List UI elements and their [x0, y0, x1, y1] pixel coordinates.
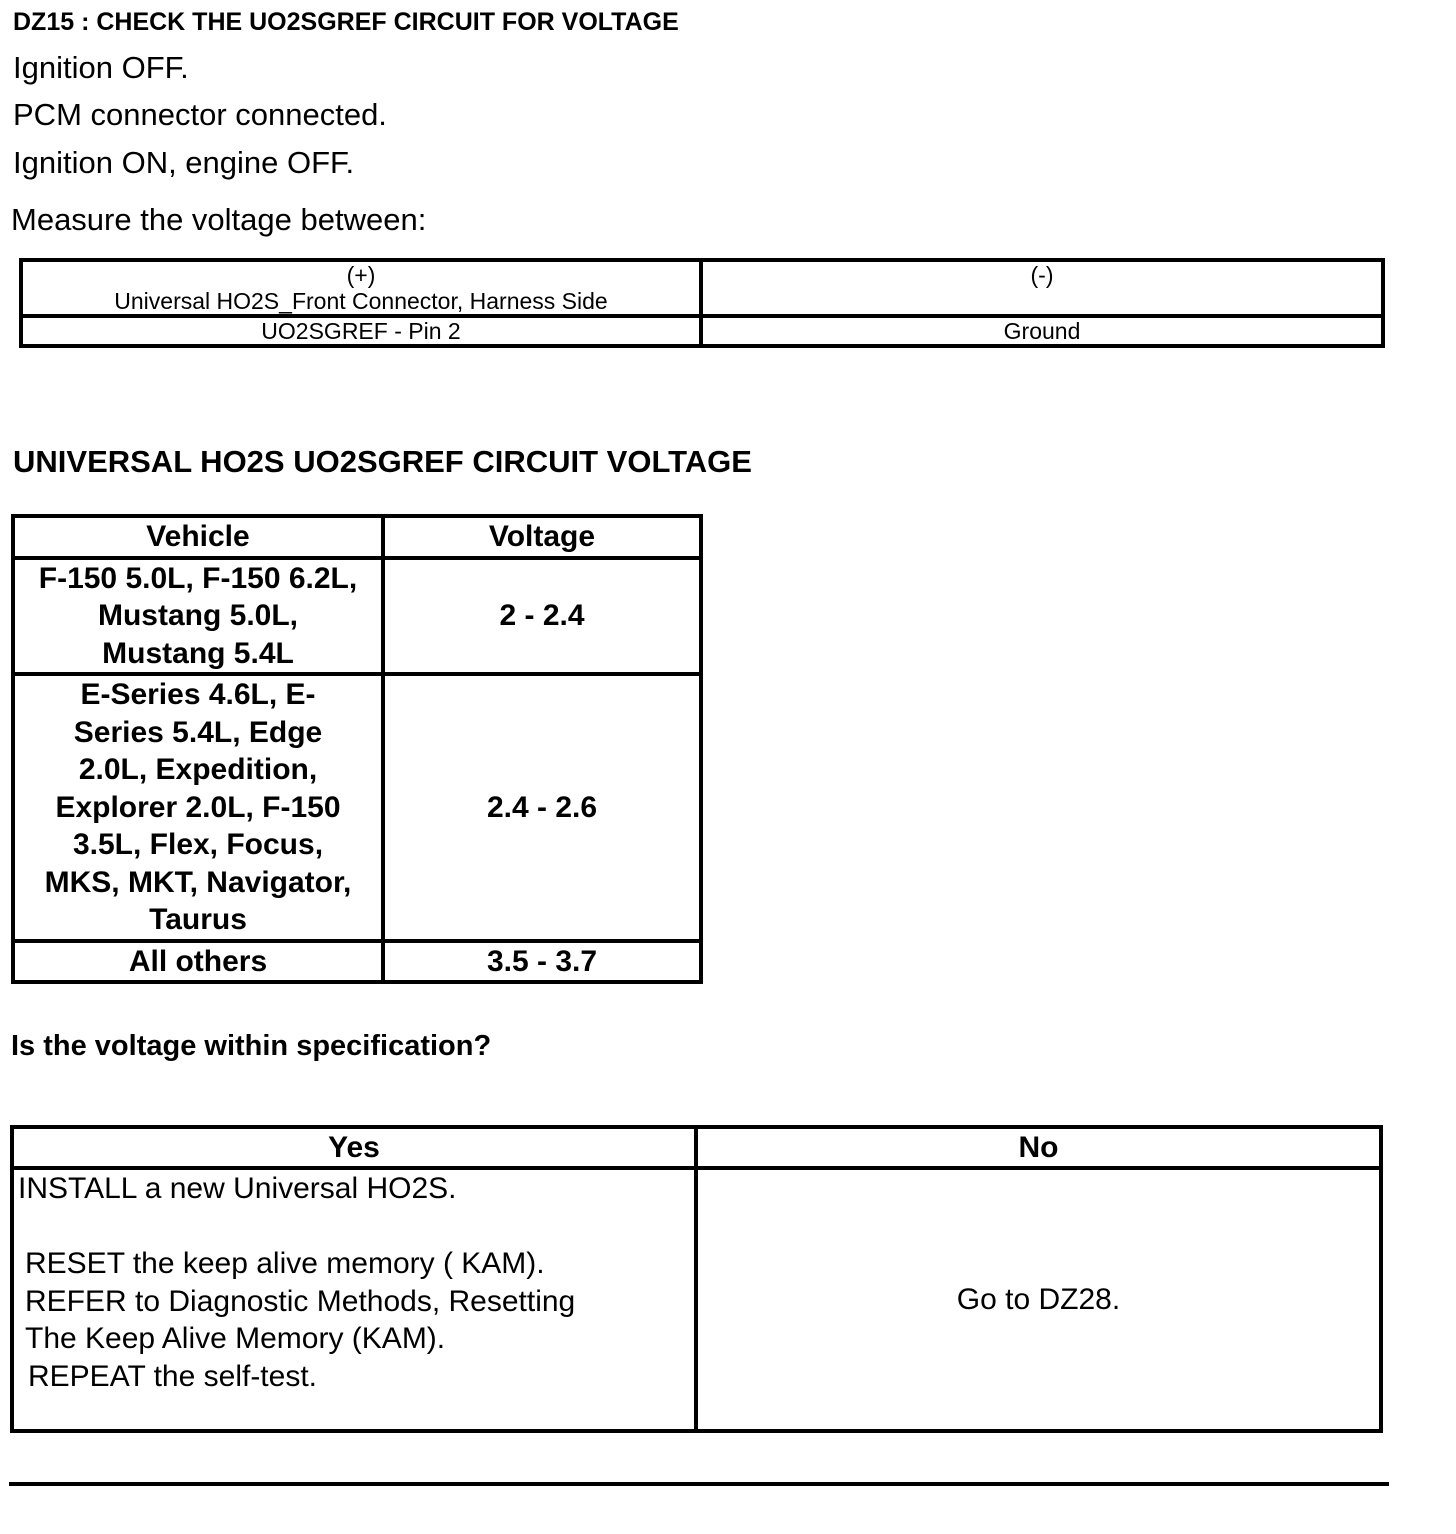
vehicle-cell [13, 941, 383, 983]
table-row [13, 674, 701, 941]
vehicle-line: Taurus [149, 903, 247, 936]
spec-header-row [13, 516, 701, 558]
voltage-cell: 2 - 2.4 [383, 558, 701, 675]
plus-subheader: Universal HO2S_Front Connector, Harness Side [114, 288, 608, 314]
vehicle-line: Explorer 2.0L, F-150 [55, 790, 341, 824]
minus-header-cell [701, 260, 1383, 316]
yes-line-spacer [14, 1208, 694, 1246]
vehicle-header: Vehicle [13, 516, 383, 558]
vehicle-line: 3.5L, Flex, Focus, [72, 828, 324, 861]
yes-line-reset: RESET the keep alive memory ( KAM). [25, 1247, 545, 1280]
decision-body-row [12, 1168, 1381, 1431]
yes-header: Yes [12, 1127, 696, 1168]
minus-header: (-) [1030, 262, 1054, 288]
bottom-divider [9, 1482, 1389, 1486]
page-title: DZ15 : CHECK THE UO2SGREF CIRCUIT FOR VOLTAGE [13, 8, 679, 36]
yes-action-cell [12, 1168, 696, 1431]
table-row [13, 558, 701, 675]
decision-header-row [12, 1127, 1381, 1168]
yes-line-install: INSTALL a new Universal HO2S. [18, 1172, 457, 1205]
yes-line-kam: The Keep Alive Memory (KAM). [25, 1322, 446, 1355]
vehicle-line: E-Series 4.6L, E- [80, 678, 316, 711]
spec-table [11, 514, 703, 984]
no-header: No [696, 1127, 1381, 1168]
spec-heading: UNIVERSAL HO2S UO2SGREF CIRCUIT VOLTAGE [13, 444, 752, 479]
vehicle-line: F-150 5.0L, F-150 6.2L, [38, 561, 358, 595]
table-row [13, 941, 701, 983]
vehicle-line: Mustang 5.4L [102, 636, 294, 670]
measure-header-row [21, 260, 1383, 316]
vehicle-line: All others [128, 944, 268, 978]
step-ignition-on: Ignition ON, engine OFF. [13, 145, 355, 180]
voltage-header: Voltage [383, 516, 701, 558]
vehicle-cell [13, 674, 383, 941]
decision-table [10, 1125, 1383, 1433]
vehicle-cell [13, 558, 383, 675]
no-action: Go to DZ28. [696, 1168, 1381, 1431]
measure-intro: Measure the voltage between: [11, 202, 427, 237]
question: Is the voltage within specification? [11, 1030, 492, 1062]
voltage-cell: 3.5 - 3.7 [383, 941, 701, 983]
vehicle-line: Series 5.4L, Edge [73, 715, 323, 749]
vehicle-line: MKS, MKT, Navigator, [44, 865, 352, 899]
measure-value-row [21, 316, 1383, 346]
voltage-cell: 2.4 - 2.6 [383, 674, 701, 941]
minus-value: Ground [701, 316, 1383, 346]
step-pcm-connected: PCM connector connected. [13, 97, 387, 132]
yes-line-refer: REFER to Diagnostic Methods, Resetting [25, 1284, 576, 1318]
yes-line-repeat: REPEAT the self-test. [28, 1359, 317, 1393]
measure-table [19, 258, 1385, 348]
vehicle-line: 2.0L, Expedition, [78, 753, 318, 786]
plus-header-cell [21, 260, 701, 316]
step-ignition-off: Ignition OFF. [13, 50, 189, 85]
vehicle-line: Mustang 5.0L, [97, 599, 299, 632]
plus-value: UO2SGREF - Pin 2 [21, 316, 701, 346]
plus-header: (+) [346, 262, 376, 288]
